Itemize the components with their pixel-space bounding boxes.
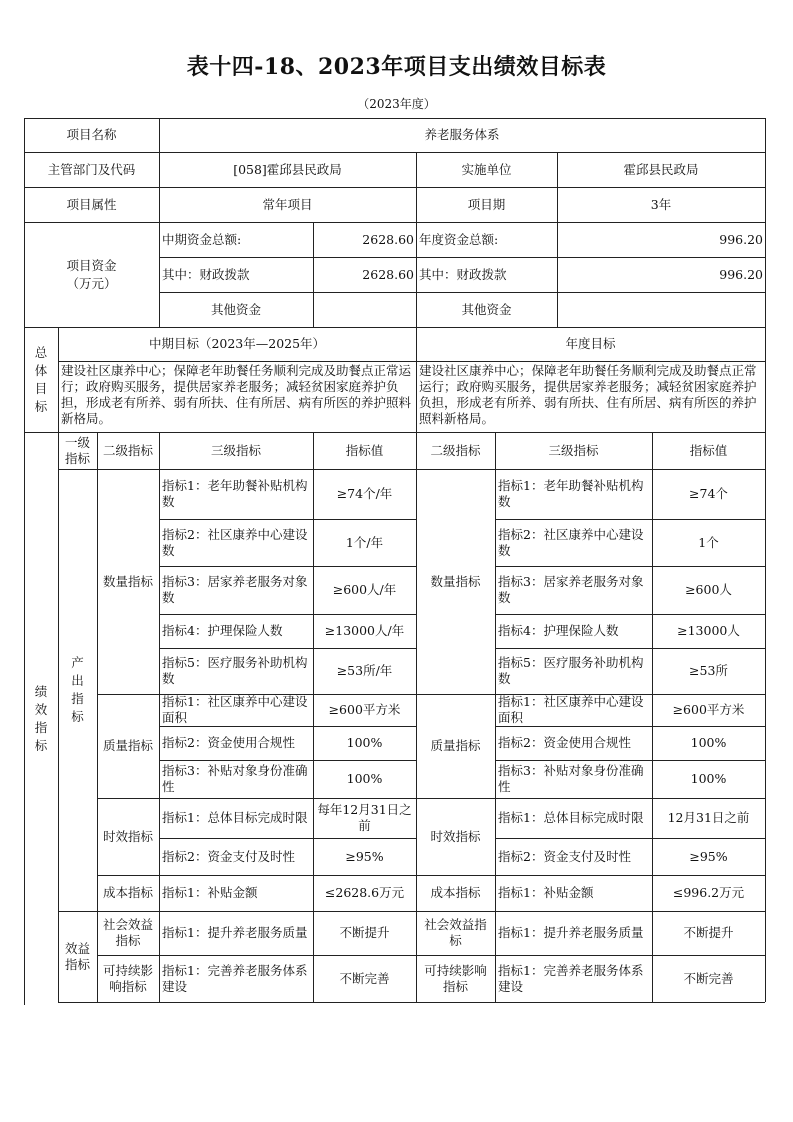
attr-value-text: 常年项目 (262, 196, 313, 212)
year-fiscal-label (416, 257, 557, 292)
h-rule (495, 614, 765, 615)
indicator-year-value-text: 100% (690, 735, 727, 750)
indicator-name (159, 911, 313, 955)
group-sustain-year (416, 955, 495, 1002)
indicator-year-value-text: 不断提升 (683, 925, 734, 940)
indicator-mid-value (313, 838, 416, 875)
indicator-name-year (495, 648, 652, 694)
group-social (97, 911, 159, 955)
v-rule (313, 222, 314, 327)
indicator-mid-value (313, 614, 416, 648)
year-goal-header-text: 年度目标 (565, 336, 616, 351)
group-timeliness-text: 时效指标 (102, 828, 153, 844)
dept-value-text: [058]霍邱县民政局 (233, 161, 342, 177)
indicator-name-year (495, 875, 652, 911)
indicator-name-text: 指标1：提升养老服务质量 (162, 925, 308, 940)
project-name-value (159, 118, 765, 152)
group-sustain (97, 955, 159, 1002)
indicator-name-year-text: 指标2：社区康养中心建设数 (498, 526, 644, 558)
indicator-mid-value (313, 648, 416, 694)
indicator-name-text: 指标3：补贴对象身份准确性 (162, 763, 308, 794)
h-rule (159, 648, 416, 649)
group-timeliness (97, 798, 159, 875)
indicator-mid-value-text: ≤2628.6万元 (324, 885, 405, 900)
v-rule (416, 327, 417, 1002)
indicator-name (159, 798, 313, 838)
col-header-level3-year (495, 432, 652, 469)
indicator-mid-value-text: 不断完善 (339, 970, 390, 986)
indicator-name-year (495, 911, 652, 955)
indicator-mid-value (313, 694, 416, 726)
indicator-name-year (495, 469, 652, 519)
col-header-level3 (159, 432, 313, 469)
v-rule (495, 432, 496, 1002)
indicator-name (159, 955, 313, 1002)
output-indicator-label-char: 出 (71, 673, 84, 688)
indicator-name-year (495, 614, 652, 648)
indicator-name-year-text: 指标5：医疗服务补助机构数 (498, 655, 644, 686)
indicator-name-year-text: 指标1：总体目标完成时限 (498, 810, 644, 825)
indicator-mid-value (313, 469, 416, 519)
year-total-label (416, 222, 557, 257)
benefit-indicator-label (58, 911, 97, 1002)
h-rule (159, 257, 765, 258)
mid-fiscal-value-text: 2628.60 (362, 266, 414, 282)
year-goal-text-text: 建设社区康养中心；保障老年助餐任务顺利完成及助餐点正常运行；政府购买服务，提供居家养老服务；减轻贫困家庭养护负担，形成老有所养、弱有所扶、住有所居、病有所医的养护照料新格局。 (419, 363, 757, 426)
year-total-label-text: 年度资金总额: (419, 231, 499, 247)
h-rule (159, 566, 416, 567)
h-rule (159, 292, 765, 293)
h-rule (159, 726, 416, 727)
h-rule (97, 875, 416, 876)
indicator-name-text: 指标1：完善养老服务体系建设 (162, 962, 308, 994)
year-total-value-text: 996.20 (719, 231, 763, 247)
perf-label-char: 标 (34, 737, 48, 753)
indicator-year-value (652, 875, 765, 911)
mid-total-value-text: 2628.60 (362, 231, 414, 247)
h-rule (416, 955, 765, 956)
col-header-value-year-text: 指标值 (689, 442, 728, 458)
group-sustain-year-text: 可持续影响指标 (424, 962, 487, 994)
indicator-mid-value-text: ≥13000人/年 (324, 623, 405, 638)
group-social-year-text: 社会效益指标 (424, 917, 487, 948)
indicator-name-text: 指标3：居家养老服务对象数 (162, 574, 308, 605)
page-subtitle: （2023年度） (357, 97, 436, 111)
mid-goal-header-text: 中期目标（2023年—2025年） (148, 336, 326, 351)
indicator-mid-value (313, 798, 416, 838)
indicator-mid-value-text: 每年12月31日之前 (317, 802, 412, 833)
group-social-text: 社会效益指标 (102, 917, 153, 948)
mid-goal-text-text: 建设社区康养中心；保障老年助餐任务顺利完成及助餐点正常运行；政府购买服务，提供居家养老服务；减轻贫困家庭养护负担，形成老有所养、弱有所扶、住有所居、病有所医的养护照料新格局。 (61, 363, 412, 426)
indicator-name-text: 指标1：补贴金额 (162, 885, 258, 900)
indicator-name-text: 指标2：资金使用合规性 (162, 735, 295, 750)
attr-value (159, 187, 416, 222)
year-goal-text (416, 361, 765, 432)
indicator-name-year-text: 指标4：护理保险人数 (498, 623, 619, 638)
mid-total-value (313, 222, 416, 257)
h-rule (416, 694, 765, 695)
h-rule (495, 838, 765, 839)
h-rule (159, 838, 416, 839)
year-other-label (416, 292, 557, 327)
h-rule (495, 760, 765, 761)
indicator-year-value (652, 911, 765, 955)
year-fiscal-value (557, 257, 765, 292)
h-rule (24, 152, 765, 153)
indicator-name-text: 指标1：社区康养中心建设面积 (162, 694, 308, 725)
year-fiscal-value-text: 996.20 (719, 266, 763, 282)
period-value (557, 187, 765, 222)
indicator-year-value (652, 694, 765, 726)
indicator-mid-value (313, 760, 416, 798)
period-label (416, 187, 557, 222)
indicator-name-year-text: 指标3：补贴对象身份准确性 (498, 763, 644, 794)
group-cost-text: 成本指标 (102, 885, 153, 900)
group-quantity-text: 数量指标 (102, 573, 153, 589)
indicator-year-value (652, 726, 765, 760)
v-rule (97, 432, 98, 1002)
indicator-name-year-text: 指标1：补贴金额 (498, 885, 594, 900)
indicator-year-value-text: 12月31日之前 (667, 810, 750, 825)
col-header-level3-year-text: 三级指标 (548, 442, 599, 458)
indicator-name-year-text: 指标1：提升养老服务质量 (498, 925, 644, 940)
col-header-value (313, 432, 416, 469)
funds-label-line: 项目资金 (66, 257, 117, 273)
indicator-name-year (495, 519, 652, 566)
year-other-label-text: 其他资金 (461, 301, 512, 317)
h-rule (97, 798, 416, 799)
group-quality (97, 694, 159, 798)
indicator-name-text: 指标2：社区康养中心建设数 (162, 526, 308, 558)
v-rule (557, 152, 558, 327)
period-label-text: 项目期 (467, 196, 506, 212)
v-rule (416, 152, 417, 327)
indicator-name-year (495, 760, 652, 798)
indicator-name-year (495, 566, 652, 614)
project-name-label-text: 项目名称 (66, 127, 117, 142)
indicator-mid-value (313, 726, 416, 760)
v-rule (765, 118, 766, 1002)
group-quality-text: 质量指标 (102, 738, 153, 753)
indicator-year-value-text: ≥600平方米 (672, 702, 745, 717)
funds-label (24, 222, 159, 327)
mid-goal-text (58, 361, 416, 432)
dept-label (24, 152, 159, 187)
indicator-name-year-text: 指标2：资金支付及时性 (498, 848, 631, 864)
output-indicator-label-char: 标 (71, 709, 84, 724)
indicator-name-year (495, 955, 652, 1002)
indicator-mid-value-text: ≥74个/年 (336, 486, 393, 501)
output-indicator-label (58, 469, 97, 911)
indicator-name (159, 519, 313, 566)
output-indicator-label-char: 指 (71, 691, 84, 706)
mid-fiscal-label (159, 257, 313, 292)
group-timeliness-year-text: 时效指标 (430, 828, 481, 844)
impl-label (416, 152, 557, 187)
group-quantity (97, 469, 159, 694)
h-rule (495, 726, 765, 727)
mid-goal-header (58, 327, 416, 361)
indicator-name (159, 694, 313, 726)
group-quality-year (416, 694, 495, 798)
indicator-mid-value-text: ≥600人/年 (332, 582, 397, 597)
indicator-name-year-text: 指标3：居家养老服务对象数 (498, 574, 644, 605)
indicator-name (159, 726, 313, 760)
group-quantity-year (416, 469, 495, 694)
indicator-mid-value (313, 911, 416, 955)
indicator-year-value-text: ≥600人 (685, 582, 732, 597)
indicator-mid-value-text: 100% (346, 771, 383, 786)
goals-label-char: 总 (34, 344, 48, 360)
perf-label (24, 432, 58, 1005)
goals-label-char: 标 (34, 398, 48, 414)
col-header-level2 (97, 432, 159, 469)
h-rule (24, 118, 765, 119)
project-name-value-text: 养老服务体系 (424, 127, 500, 142)
col-header-value-year (652, 432, 765, 469)
indicator-mid-value-text: 1个/年 (345, 534, 384, 550)
v-rule (652, 432, 653, 1002)
page-title: 表十四-18、2023年项目支出绩效目标表 (186, 54, 607, 80)
group-cost-year-text: 成本指标 (430, 885, 481, 900)
indicator-mid-value (313, 566, 416, 614)
v-rule (58, 327, 59, 1002)
indicator-name-year (495, 798, 652, 838)
indicator-name-text: 指标2：资金支付及时性 (162, 848, 295, 864)
indicator-name (159, 838, 313, 875)
period-value-text: 3年 (650, 196, 672, 212)
indicator-year-value (652, 838, 765, 875)
h-rule (97, 694, 416, 695)
indicator-name-year-text: 指标1：完善养老服务体系建设 (498, 962, 644, 994)
indicator-name-year-text: 指标1：社区康养中心建设面积 (498, 694, 644, 725)
group-quantity-year-text: 数量指标 (430, 573, 481, 589)
h-rule (495, 519, 765, 520)
group-quality-year-text: 质量指标 (430, 738, 481, 753)
h-rule (416, 798, 765, 799)
year-total-value (557, 222, 765, 257)
mid-other-value (313, 292, 416, 327)
col-header-level1-text: 一级指标 (64, 434, 90, 466)
funds-label-line: （万元） (66, 275, 117, 291)
indicator-year-value-text: ≥53所 (689, 663, 728, 678)
indicator-year-value (652, 648, 765, 694)
indicator-name-year (495, 838, 652, 875)
h-rule (58, 361, 765, 362)
indicator-year-value-text: ≥95% (689, 848, 728, 864)
project-name-label (24, 118, 159, 152)
mid-other-label (159, 292, 313, 327)
indicator-name (159, 566, 313, 614)
h-rule (58, 1002, 765, 1003)
dept-label-text: 主管部门及代码 (47, 161, 136, 177)
indicator-name (159, 760, 313, 798)
group-social-year (416, 911, 495, 955)
year-other-value (557, 292, 765, 327)
h-rule (495, 566, 765, 567)
indicator-year-value-text: ≥74个 (689, 486, 728, 501)
indicator-year-value (652, 519, 765, 566)
indicator-name-year (495, 726, 652, 760)
indicator-year-value-text: ≤996.2万元 (672, 885, 745, 900)
year-goal-header (416, 327, 765, 361)
mid-total-label-text: 中期资金总额: (162, 231, 242, 247)
mid-fiscal-value (313, 257, 416, 292)
year-fiscal-label-text: 其中：财政拨款 (419, 266, 507, 282)
goals-label-char: 体 (34, 362, 48, 378)
h-rule (24, 222, 765, 223)
col-header-level2-year (416, 432, 495, 469)
mid-other-label-text: 其他资金 (210, 301, 261, 317)
indicator-name-year-text: 指标2：资金使用合规性 (498, 735, 631, 750)
h-rule (97, 955, 416, 956)
mid-fiscal-label-text: 其中：财政拨款 (162, 266, 250, 282)
indicator-mid-value (313, 955, 416, 1002)
impl-value (557, 152, 765, 187)
indicator-name-text: 指标1：总体目标完成时限 (162, 810, 308, 825)
perf-label-char: 绩 (34, 683, 48, 699)
indicator-year-value (652, 798, 765, 838)
col-header-level2-text: 二级指标 (102, 442, 153, 458)
h-rule (24, 187, 765, 188)
indicator-mid-value-text: 不断提升 (339, 925, 390, 940)
indicator-year-value-text: ≥13000人 (677, 623, 740, 638)
dept-value (159, 152, 416, 187)
indicator-year-value (652, 955, 765, 1002)
h-rule (58, 911, 765, 912)
group-cost-year (416, 875, 495, 911)
h-rule (495, 648, 765, 649)
indicator-year-value-text: 1个 (698, 534, 719, 550)
h-rule (58, 469, 765, 470)
v-rule (159, 432, 160, 1002)
v-rule (24, 118, 25, 1005)
attr-label-text: 项目属性 (66, 196, 117, 212)
perf-label-char: 指 (34, 719, 48, 735)
group-timeliness-year (416, 798, 495, 875)
indicator-name-text: 指标4：护理保险人数 (162, 623, 283, 638)
indicator-name (159, 875, 313, 911)
h-rule (159, 519, 416, 520)
h-rule (416, 875, 765, 876)
goals-label (24, 327, 58, 432)
indicator-name-text: 指标5：医疗服务补助机构数 (162, 655, 308, 686)
indicator-year-value (652, 614, 765, 648)
h-rule (159, 614, 416, 615)
v-rule (313, 432, 314, 1002)
indicator-mid-value-text: ≥53所/年 (336, 663, 393, 678)
indicator-year-value (652, 566, 765, 614)
col-header-level3-text: 三级指标 (210, 442, 261, 458)
attr-label (24, 187, 159, 222)
col-header-value-text: 指标值 (345, 442, 384, 458)
h-rule (24, 432, 765, 433)
indicator-mid-value-text: ≥95% (345, 848, 384, 864)
indicator-name (159, 469, 313, 519)
indicator-name (159, 614, 313, 648)
benefit-indicator-label-text: 效益指标 (64, 940, 90, 972)
indicator-year-value (652, 469, 765, 519)
group-cost (97, 875, 159, 911)
indicator-mid-value-text: 100% (346, 735, 383, 750)
indicator-year-value-text: 100% (690, 771, 727, 786)
indicator-year-value (652, 760, 765, 798)
h-rule (159, 760, 416, 761)
indicator-name (159, 648, 313, 694)
indicator-name-year (495, 694, 652, 726)
impl-value-text: 霍邱县民政局 (623, 161, 699, 177)
h-rule (24, 327, 765, 328)
col-header-level2-year-text: 二级指标 (430, 442, 481, 458)
indicator-name-year-text: 指标1：老年助餐补贴机构数 (498, 478, 644, 509)
impl-label-text: 实施单位 (461, 161, 512, 177)
mid-total-label (159, 222, 313, 257)
col-header-level1 (58, 432, 97, 469)
v-rule (159, 118, 160, 327)
indicator-mid-value-text: ≥600平方米 (328, 702, 401, 717)
perf-label-char: 效 (34, 701, 48, 717)
output-indicator-label-char: 产 (71, 655, 84, 670)
indicator-mid-value (313, 875, 416, 911)
indicator-name-text: 指标1：老年助餐补贴机构数 (162, 478, 308, 509)
goals-label-char: 目 (34, 380, 48, 396)
group-sustain-text: 可持续影响指标 (102, 962, 153, 994)
indicator-year-value-text: 不断完善 (683, 970, 734, 986)
indicator-mid-value (313, 519, 416, 566)
